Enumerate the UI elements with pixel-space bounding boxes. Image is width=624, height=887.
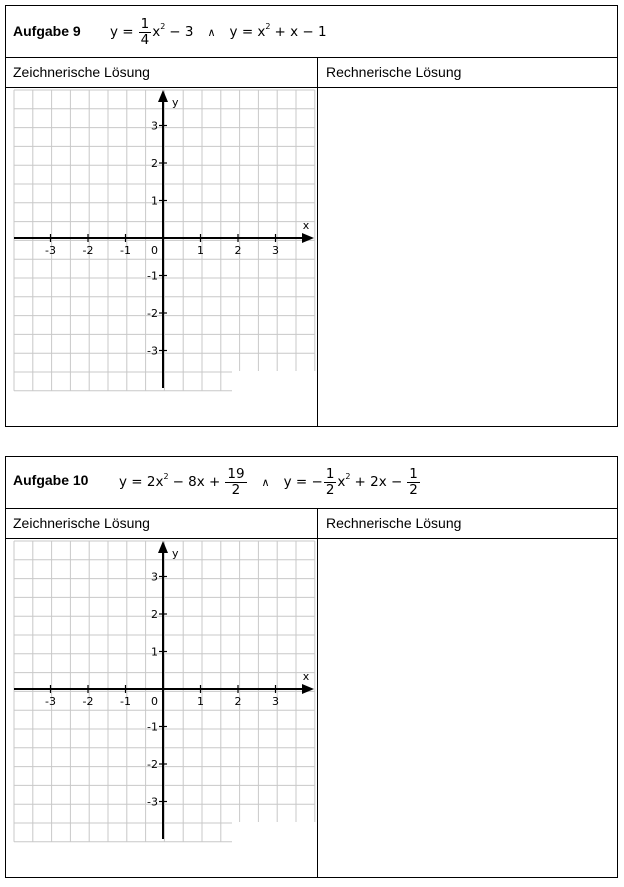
x-tick-label: 1 [197, 244, 204, 257]
task-9 [5, 5, 618, 427]
x-axis-arrow [302, 233, 314, 243]
fraction-numerator: 1 [409, 465, 418, 482]
task-header [6, 6, 617, 58]
fraction-numerator: 1 [325, 465, 335, 482]
y-tick-label: 2 [151, 608, 158, 621]
exponent: 2 [265, 21, 271, 31]
y-tick-label: -1 [147, 720, 158, 734]
y-tick-label: -2 [147, 758, 158, 771]
y-tick-label: -1 [147, 269, 158, 283]
x-axis-arrow [302, 684, 314, 694]
task-10 [5, 456, 618, 878]
fraction-denominator: 2 [409, 481, 418, 498]
exponent: 2 [160, 21, 166, 31]
y-tick-label: -2 [147, 307, 158, 320]
task-title: Aufgabe 10 [13, 472, 89, 488]
fraction [324, 467, 337, 498]
origin-label: 0 [151, 244, 158, 257]
calculation-solution-label: Rechnerische Lösung [326, 515, 462, 531]
grid-gap [232, 822, 316, 844]
x-tick-label: 3 [272, 244, 279, 257]
column-divider [317, 57, 318, 426]
graphical-solution-label: Zeichnerische Lösung [13, 515, 150, 531]
eq-mid: + 2x − [354, 474, 403, 490]
eq2-lhs: y = − [283, 474, 323, 490]
x-tick-label: -2 [82, 244, 94, 257]
coordinate-grid [6, 88, 316, 428]
x-tick-label: 3 [272, 695, 279, 708]
eq-var: x [337, 474, 346, 490]
y-tick-label: 3 [151, 119, 158, 133]
calculation-solution-label: Rechnerische Lösung [326, 64, 462, 80]
x-axis-label: x [302, 219, 310, 232]
coordinate-grid [6, 539, 316, 879]
grid-lines [14, 90, 315, 391]
label-row [6, 508, 617, 539]
task-header [6, 457, 617, 509]
x-tick-label: -3 [45, 244, 56, 257]
eq-lhs: y = [110, 24, 134, 40]
y-tick-label: 3 [151, 570, 158, 584]
y-tick-label: 2 [151, 157, 158, 170]
origin-label: 0 [151, 695, 158, 708]
graphical-solution-label: Zeichnerische Lösung [13, 64, 150, 80]
exponent: 2 [163, 471, 169, 481]
y-axis-label: y [172, 547, 179, 560]
x-tick-label: -3 [45, 695, 56, 708]
y-axis-label: y [172, 96, 179, 109]
fraction [225, 467, 246, 498]
x-tick-label: 1 [197, 695, 204, 708]
task-title: Aufgabe 9 [13, 23, 81, 39]
fraction-denominator: 2 [231, 481, 241, 498]
equation-1 [110, 12, 327, 52]
fraction-denominator: 4 [140, 31, 150, 48]
y-tick-label: 1 [151, 645, 158, 659]
y-axis-arrow [158, 541, 168, 553]
x-tick-label: -2 [82, 695, 94, 708]
exponent: 2 [345, 471, 351, 481]
y-tick-label: -3 [147, 344, 158, 358]
label-row [6, 57, 617, 88]
fraction-denominator: 2 [325, 481, 335, 498]
eq-var: x [152, 24, 161, 40]
eq2-rest: + x − 1 [274, 24, 327, 40]
y-tick-label: -3 [147, 795, 158, 809]
x-tick-label: 2 [234, 244, 242, 257]
grid-lines [14, 541, 315, 842]
x-tick-label: -1 [120, 695, 131, 708]
equation-1 [119, 461, 421, 503]
fraction [139, 17, 152, 48]
x-axis-label: x [302, 670, 310, 683]
fraction [407, 467, 420, 498]
and-connector: ∧ [261, 475, 270, 489]
and-connector: ∧ [207, 25, 216, 39]
eq-lhs: y = 2x [119, 474, 164, 490]
eq-rest: − 3 [169, 24, 194, 40]
eq2-lhs: y = x [229, 24, 266, 40]
x-tick-label: 2 [234, 695, 242, 708]
fraction-numerator: 1 [140, 15, 150, 32]
column-divider [317, 508, 318, 877]
y-tick-label: 1 [151, 194, 158, 208]
y-axis-arrow [158, 90, 168, 102]
x-tick-label: -1 [120, 244, 131, 257]
eq-mid: − 8x + [172, 474, 221, 490]
fraction-numerator: 19 [227, 465, 245, 482]
grid-gap [232, 371, 316, 393]
